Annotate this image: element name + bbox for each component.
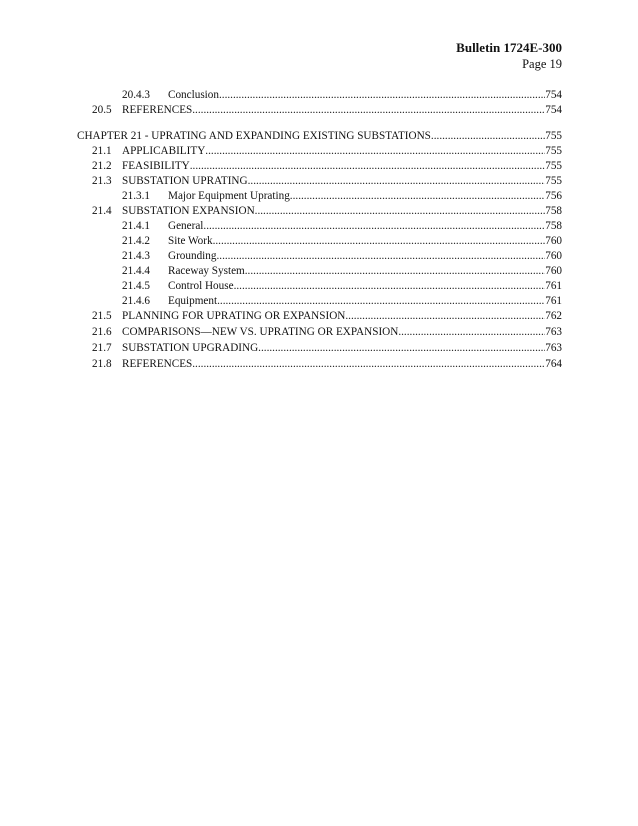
- toc-entry: [0, 308, 638, 324]
- toc-entry-number: 21.3: [92, 175, 112, 187]
- toc-entry-page: 763: [545, 326, 562, 338]
- toc-entry-number: 21.4.4: [122, 265, 150, 277]
- toc-entry-title: Equipment: [168, 295, 218, 307]
- toc-entry-page: 762: [545, 310, 562, 322]
- toc-entry-title: SUBSTATION UPGRADING: [122, 342, 259, 354]
- toc-entry-title: REFERENCES: [122, 358, 193, 370]
- toc-entry-title: SUBSTATION UPRATING: [122, 175, 248, 187]
- toc-entry: [0, 278, 638, 294]
- dot-leader: [398, 324, 545, 340]
- toc-entry: [0, 102, 638, 118]
- dot-leader: [431, 128, 545, 144]
- toc-entry-page: 755: [545, 160, 562, 172]
- dot-leader: [290, 188, 545, 204]
- toc-entry-number: 21.8: [92, 358, 112, 370]
- dot-leader: [216, 248, 545, 264]
- toc-entry-page: 761: [545, 280, 562, 292]
- dot-leader: [203, 218, 545, 234]
- toc-entry-number: 21.7: [92, 342, 112, 354]
- toc-entry-title: FEASIBILITY: [122, 160, 190, 172]
- toc-entry-title: COMPARISONS—NEW VS. UPRATING OR EXPANSION: [122, 326, 399, 338]
- toc-entry-page: 754: [545, 89, 562, 101]
- toc-entry: [0, 293, 638, 309]
- toc-entry-number: 21.6: [92, 326, 112, 338]
- toc-entry-title: Major Equipment Uprating: [168, 190, 290, 202]
- toc-entry: [0, 263, 638, 279]
- bulletin-number: Bulletin 1724E-300: [456, 40, 562, 55]
- toc-entry: [0, 218, 638, 234]
- dot-leader: [245, 263, 545, 279]
- toc-entry: [0, 188, 638, 204]
- toc-entry-page: 758: [545, 220, 562, 232]
- dot-leader: [205, 143, 545, 159]
- toc-entry-number: 21.1: [92, 145, 112, 157]
- dot-leader: [234, 278, 546, 294]
- toc-entry-title: Raceway System: [168, 265, 245, 277]
- toc-entry-title: Control House: [168, 280, 234, 292]
- dot-leader: [213, 233, 546, 249]
- toc-entry: [0, 233, 638, 249]
- dot-leader: [190, 158, 545, 174]
- dot-leader: [255, 203, 546, 219]
- toc-entry-title: PLANNING FOR UPRATING OR EXPANSION: [122, 310, 346, 322]
- toc-entry-title: REFERENCES: [122, 104, 193, 116]
- toc-entry: [0, 158, 638, 174]
- dot-leader: [217, 293, 545, 309]
- dot-leader: [219, 87, 545, 103]
- page-number: Page 19: [522, 57, 562, 71]
- toc-entry-page: 754: [545, 104, 562, 116]
- toc-entry: [0, 203, 638, 219]
- toc-entry-number: 21.3.1: [122, 190, 150, 202]
- toc-entry-number: 20.4.3: [122, 89, 150, 101]
- toc-entry-number: 21.4.2: [122, 235, 150, 247]
- toc-entry-page: 760: [545, 250, 562, 262]
- toc-entry: [0, 248, 638, 264]
- toc-entry-number: 21.4.6: [122, 295, 150, 307]
- dot-leader: [192, 102, 545, 118]
- toc-entry: [0, 324, 638, 340]
- toc-entry-title: Conclusion: [168, 89, 219, 101]
- toc-chapter-title: CHAPTER 21 - UPRATING AND EXPANDING EXISTING SUBSTATIONS: [77, 130, 431, 142]
- toc-entry-page: 761: [545, 295, 562, 307]
- toc-entry-number: 21.4.3: [122, 250, 150, 262]
- page-header: [456, 39, 562, 73]
- toc-entry-number: 21.5: [92, 310, 112, 322]
- toc-entry-title: Grounding: [168, 250, 217, 262]
- toc-entry-page: 756: [545, 190, 562, 202]
- toc-entry-title: General: [168, 220, 204, 232]
- toc-entry-number: 21.4.5: [122, 280, 150, 292]
- toc-entry-title: Site Work: [168, 235, 213, 247]
- toc-entry-page: 763: [545, 342, 562, 354]
- toc-entry: [0, 87, 638, 103]
- toc-entry-page: 764: [545, 358, 562, 370]
- toc-entry-page: 760: [545, 265, 562, 277]
- dot-leader: [345, 308, 545, 324]
- dot-leader: [258, 340, 545, 356]
- toc-entry-page: 760: [545, 235, 562, 247]
- toc-chapter-entry: [0, 128, 638, 144]
- toc-entry-page: 755: [545, 130, 562, 142]
- toc-entry: [0, 356, 638, 372]
- dot-leader: [192, 356, 545, 372]
- toc-entry-title: APPLICABILITY: [122, 145, 206, 157]
- toc-entry-title: SUBSTATION EXPANSION: [122, 205, 255, 217]
- dot-leader: [248, 173, 546, 189]
- toc-entry: [0, 143, 638, 159]
- toc-entry-number: 21.4: [92, 205, 112, 217]
- toc-entry-page: 758: [545, 205, 562, 217]
- toc-entry-number: 20.5: [92, 104, 112, 116]
- toc-entry-page: 755: [545, 175, 562, 187]
- toc-entry: [0, 173, 638, 189]
- toc-entry: [0, 340, 638, 356]
- toc-entry-number: 21.2: [92, 160, 112, 172]
- toc-entry-page: 755: [545, 145, 562, 157]
- toc-entry-number: 21.4.1: [122, 220, 150, 232]
